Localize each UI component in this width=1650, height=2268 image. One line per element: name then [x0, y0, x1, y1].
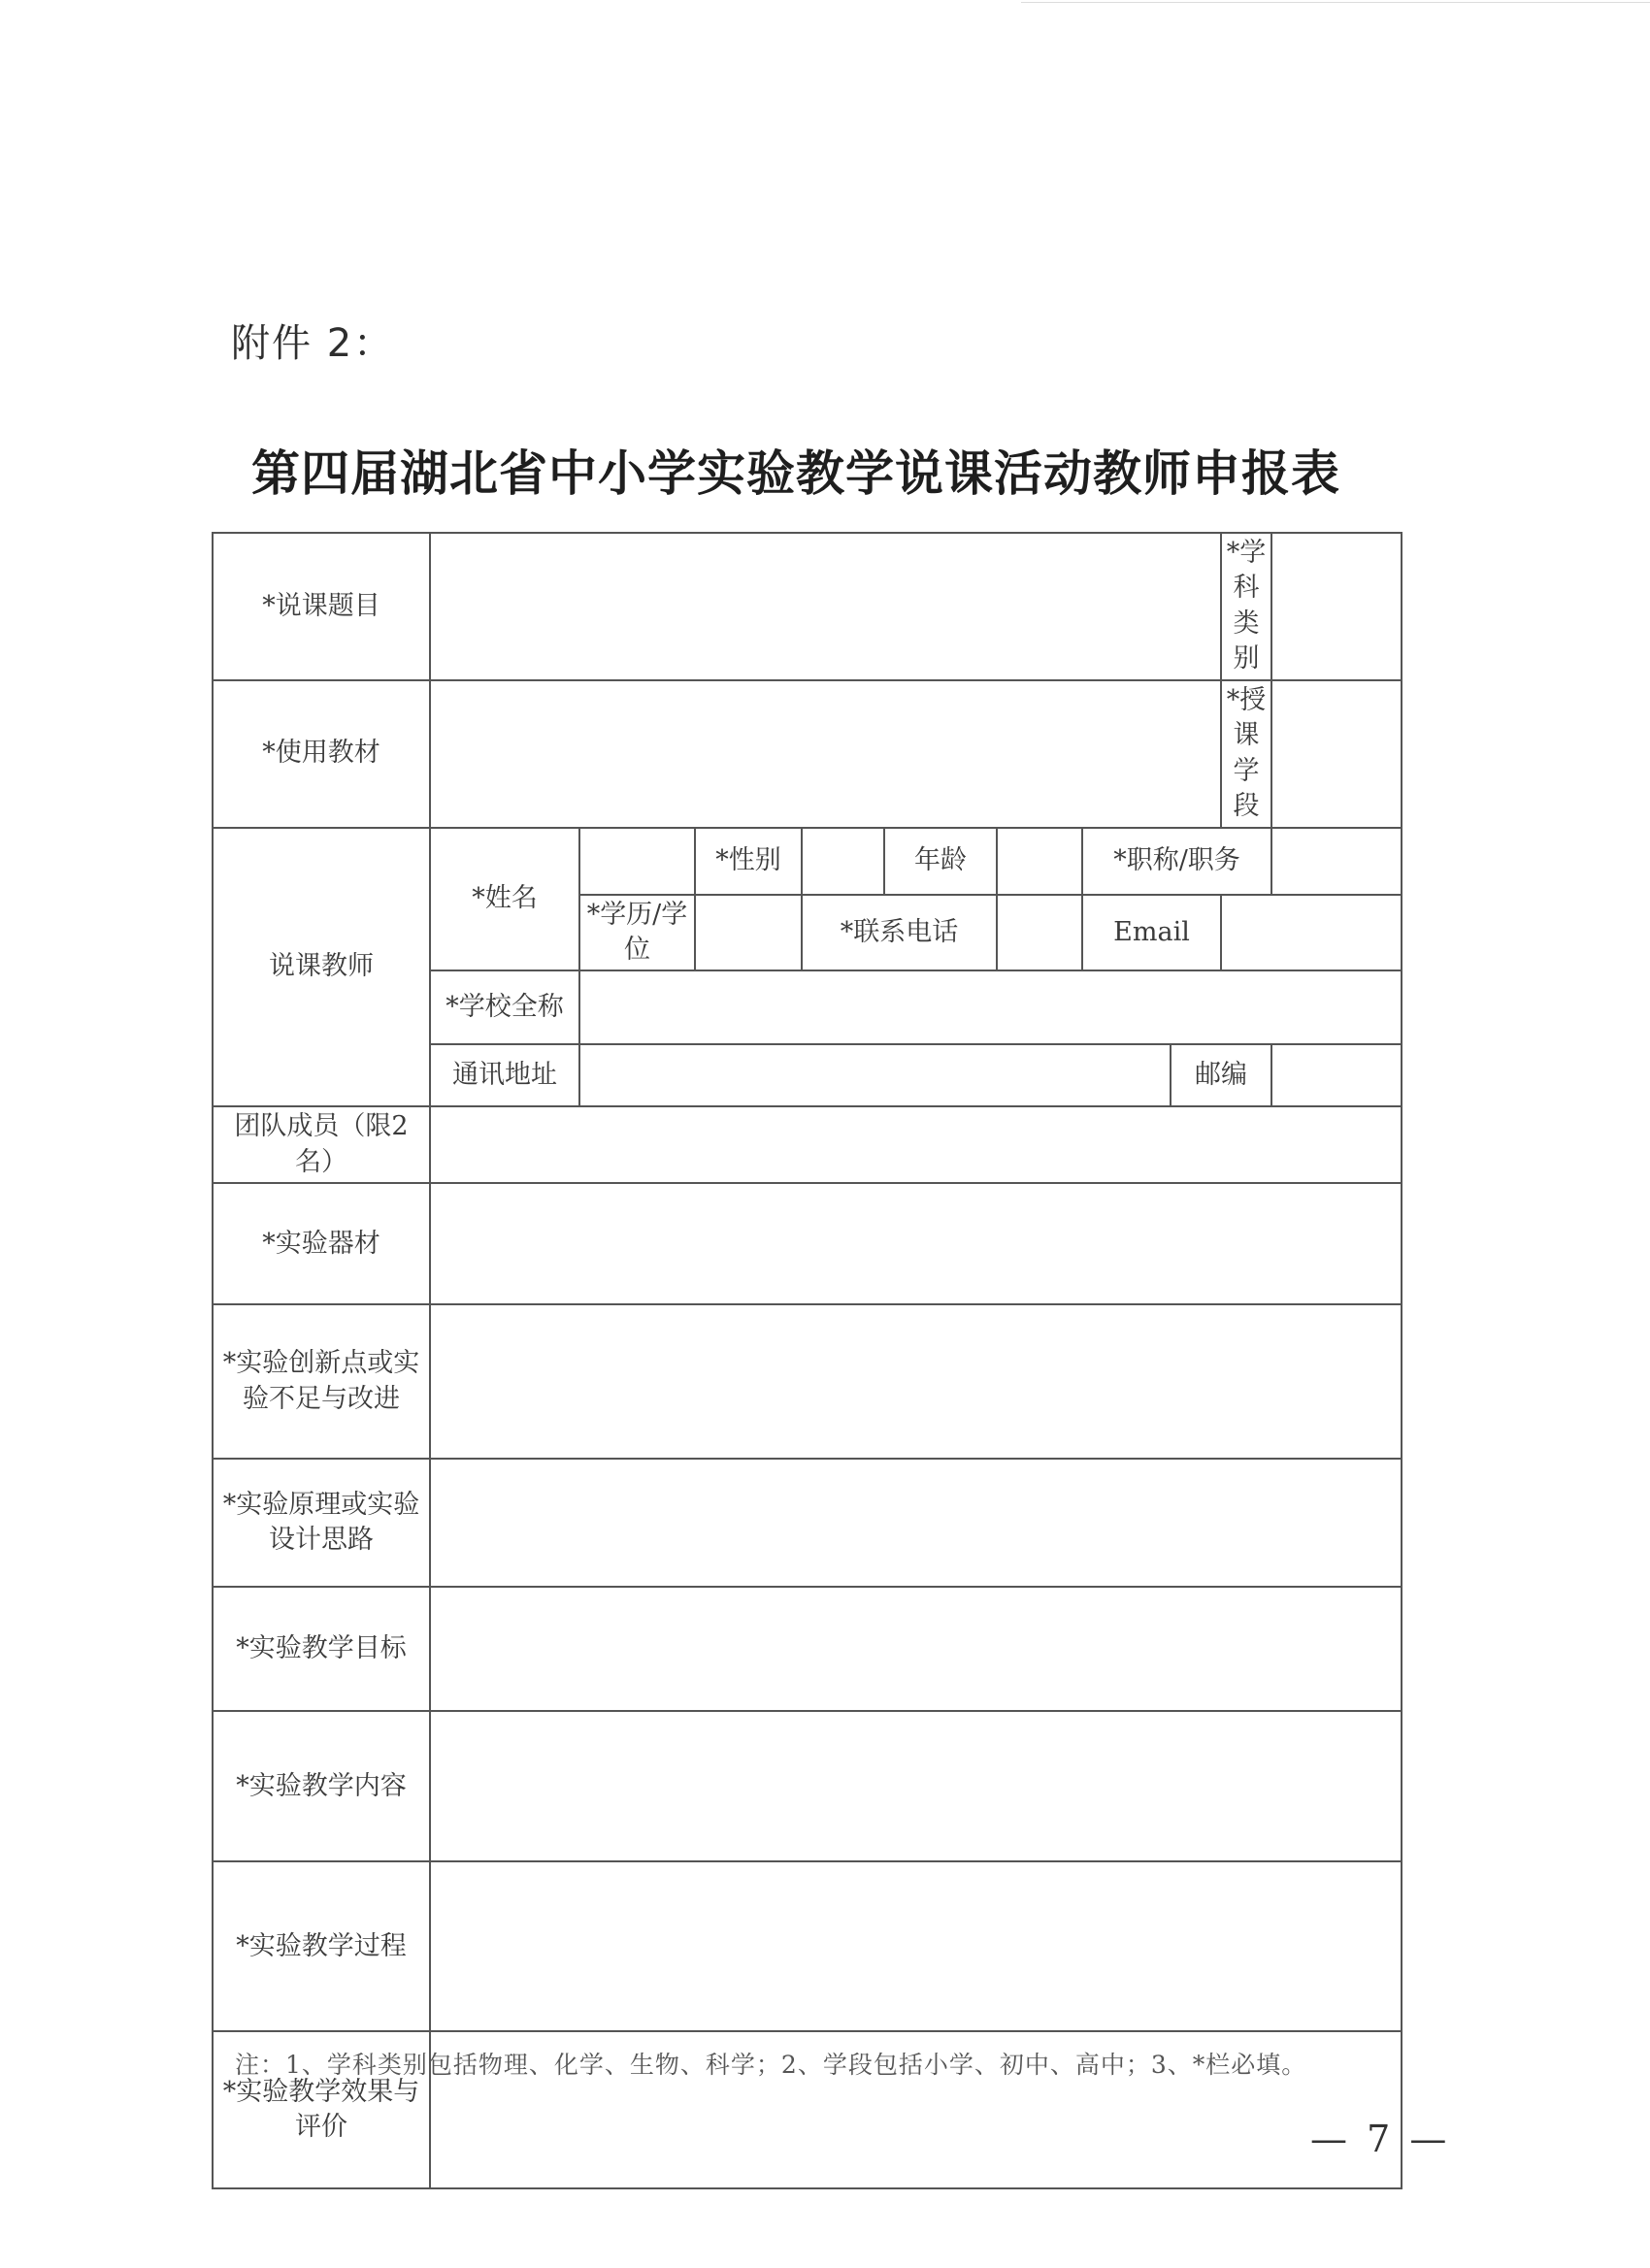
application-form-table [212, 532, 1402, 2189]
stage-label: *授课学段 [1221, 680, 1271, 828]
textbook-label: *使用教材 [213, 680, 430, 828]
school-label: *学校全称 [430, 970, 579, 1044]
row-process [213, 1861, 1402, 2031]
school-value-cell[interactable] [579, 970, 1402, 1044]
row-team [213, 1106, 1402, 1183]
innovation-value-cell[interactable] [430, 1304, 1402, 1459]
goal-value-cell[interactable] [430, 1587, 1402, 1711]
page-number: — 7 — [1310, 2118, 1451, 2160]
email-label: Email [1082, 895, 1221, 971]
equipment-label: *实验器材 [213, 1183, 430, 1304]
gender-value-cell[interactable] [802, 828, 884, 895]
content-value-cell[interactable] [430, 1711, 1402, 1861]
email-value-cell[interactable] [1221, 895, 1402, 971]
effect-label: *实验教学效果与评价 [213, 2031, 430, 2188]
team-value-cell[interactable] [430, 1106, 1402, 1183]
principle-value-cell[interactable] [430, 1459, 1402, 1587]
title-post-label: *职称/职务 [1082, 828, 1271, 895]
title-post-value-cell[interactable] [1271, 828, 1402, 895]
equipment-value-cell[interactable] [430, 1183, 1402, 1304]
topic-value-cell[interactable] [430, 533, 1221, 680]
row-innovation [213, 1304, 1402, 1459]
name-value-cell[interactable] [579, 828, 695, 895]
gender-label: *性别 [695, 828, 802, 895]
row-equipment [213, 1183, 1402, 1304]
row-textbook [213, 680, 1402, 828]
footnote: 注：1、学科类别包括物理、化学、生物、科学；2、学段包括小学、初中、高中；3、*栏必填。 [235, 2051, 1307, 2079]
goal-label: *实验教学目标 [213, 1587, 430, 1711]
process-value-cell[interactable] [430, 1861, 1402, 2031]
team-label: 团队成员（限2名） [213, 1106, 430, 1183]
subject-value-cell[interactable] [1271, 533, 1402, 680]
form-title: 第四届湖北省中小学实验教学说课活动教师申报表 [251, 444, 1340, 502]
address-value-cell[interactable] [579, 1044, 1171, 1106]
row-topic [213, 533, 1402, 680]
content-label: *实验教学内容 [213, 1711, 430, 1861]
principle-label: *实验原理或实验设计思路 [213, 1459, 430, 1587]
process-label: *实验教学过程 [213, 1861, 430, 2031]
attachment-label: 附件 2： [231, 321, 395, 366]
scan-edge-line [1021, 2, 1650, 3]
address-label: 通讯地址 [430, 1044, 579, 1106]
age-value-cell[interactable] [997, 828, 1082, 895]
row-teacher-basic [213, 828, 1402, 895]
phone-label: *联系电话 [802, 895, 997, 971]
education-value-cell[interactable] [695, 895, 802, 971]
postcode-label: 邮编 [1171, 1044, 1271, 1106]
stage-value-cell[interactable] [1271, 680, 1402, 828]
innovation-label: *实验创新点或实验不足与改进 [213, 1304, 430, 1459]
topic-label: *说课题目 [213, 533, 430, 680]
textbook-value-cell[interactable] [430, 680, 1221, 828]
row-content [213, 1711, 1402, 1861]
phone-value-cell[interactable] [997, 895, 1082, 971]
row-goal [213, 1587, 1402, 1711]
teacher-label: 说课教师 [213, 828, 430, 1107]
education-label: *学历/学位 [579, 895, 695, 971]
name-label: *姓名 [430, 828, 579, 971]
postcode-value-cell[interactable] [1271, 1044, 1402, 1106]
subject-label: *学科类别 [1221, 533, 1271, 680]
age-label: 年龄 [884, 828, 997, 895]
row-principle [213, 1459, 1402, 1587]
